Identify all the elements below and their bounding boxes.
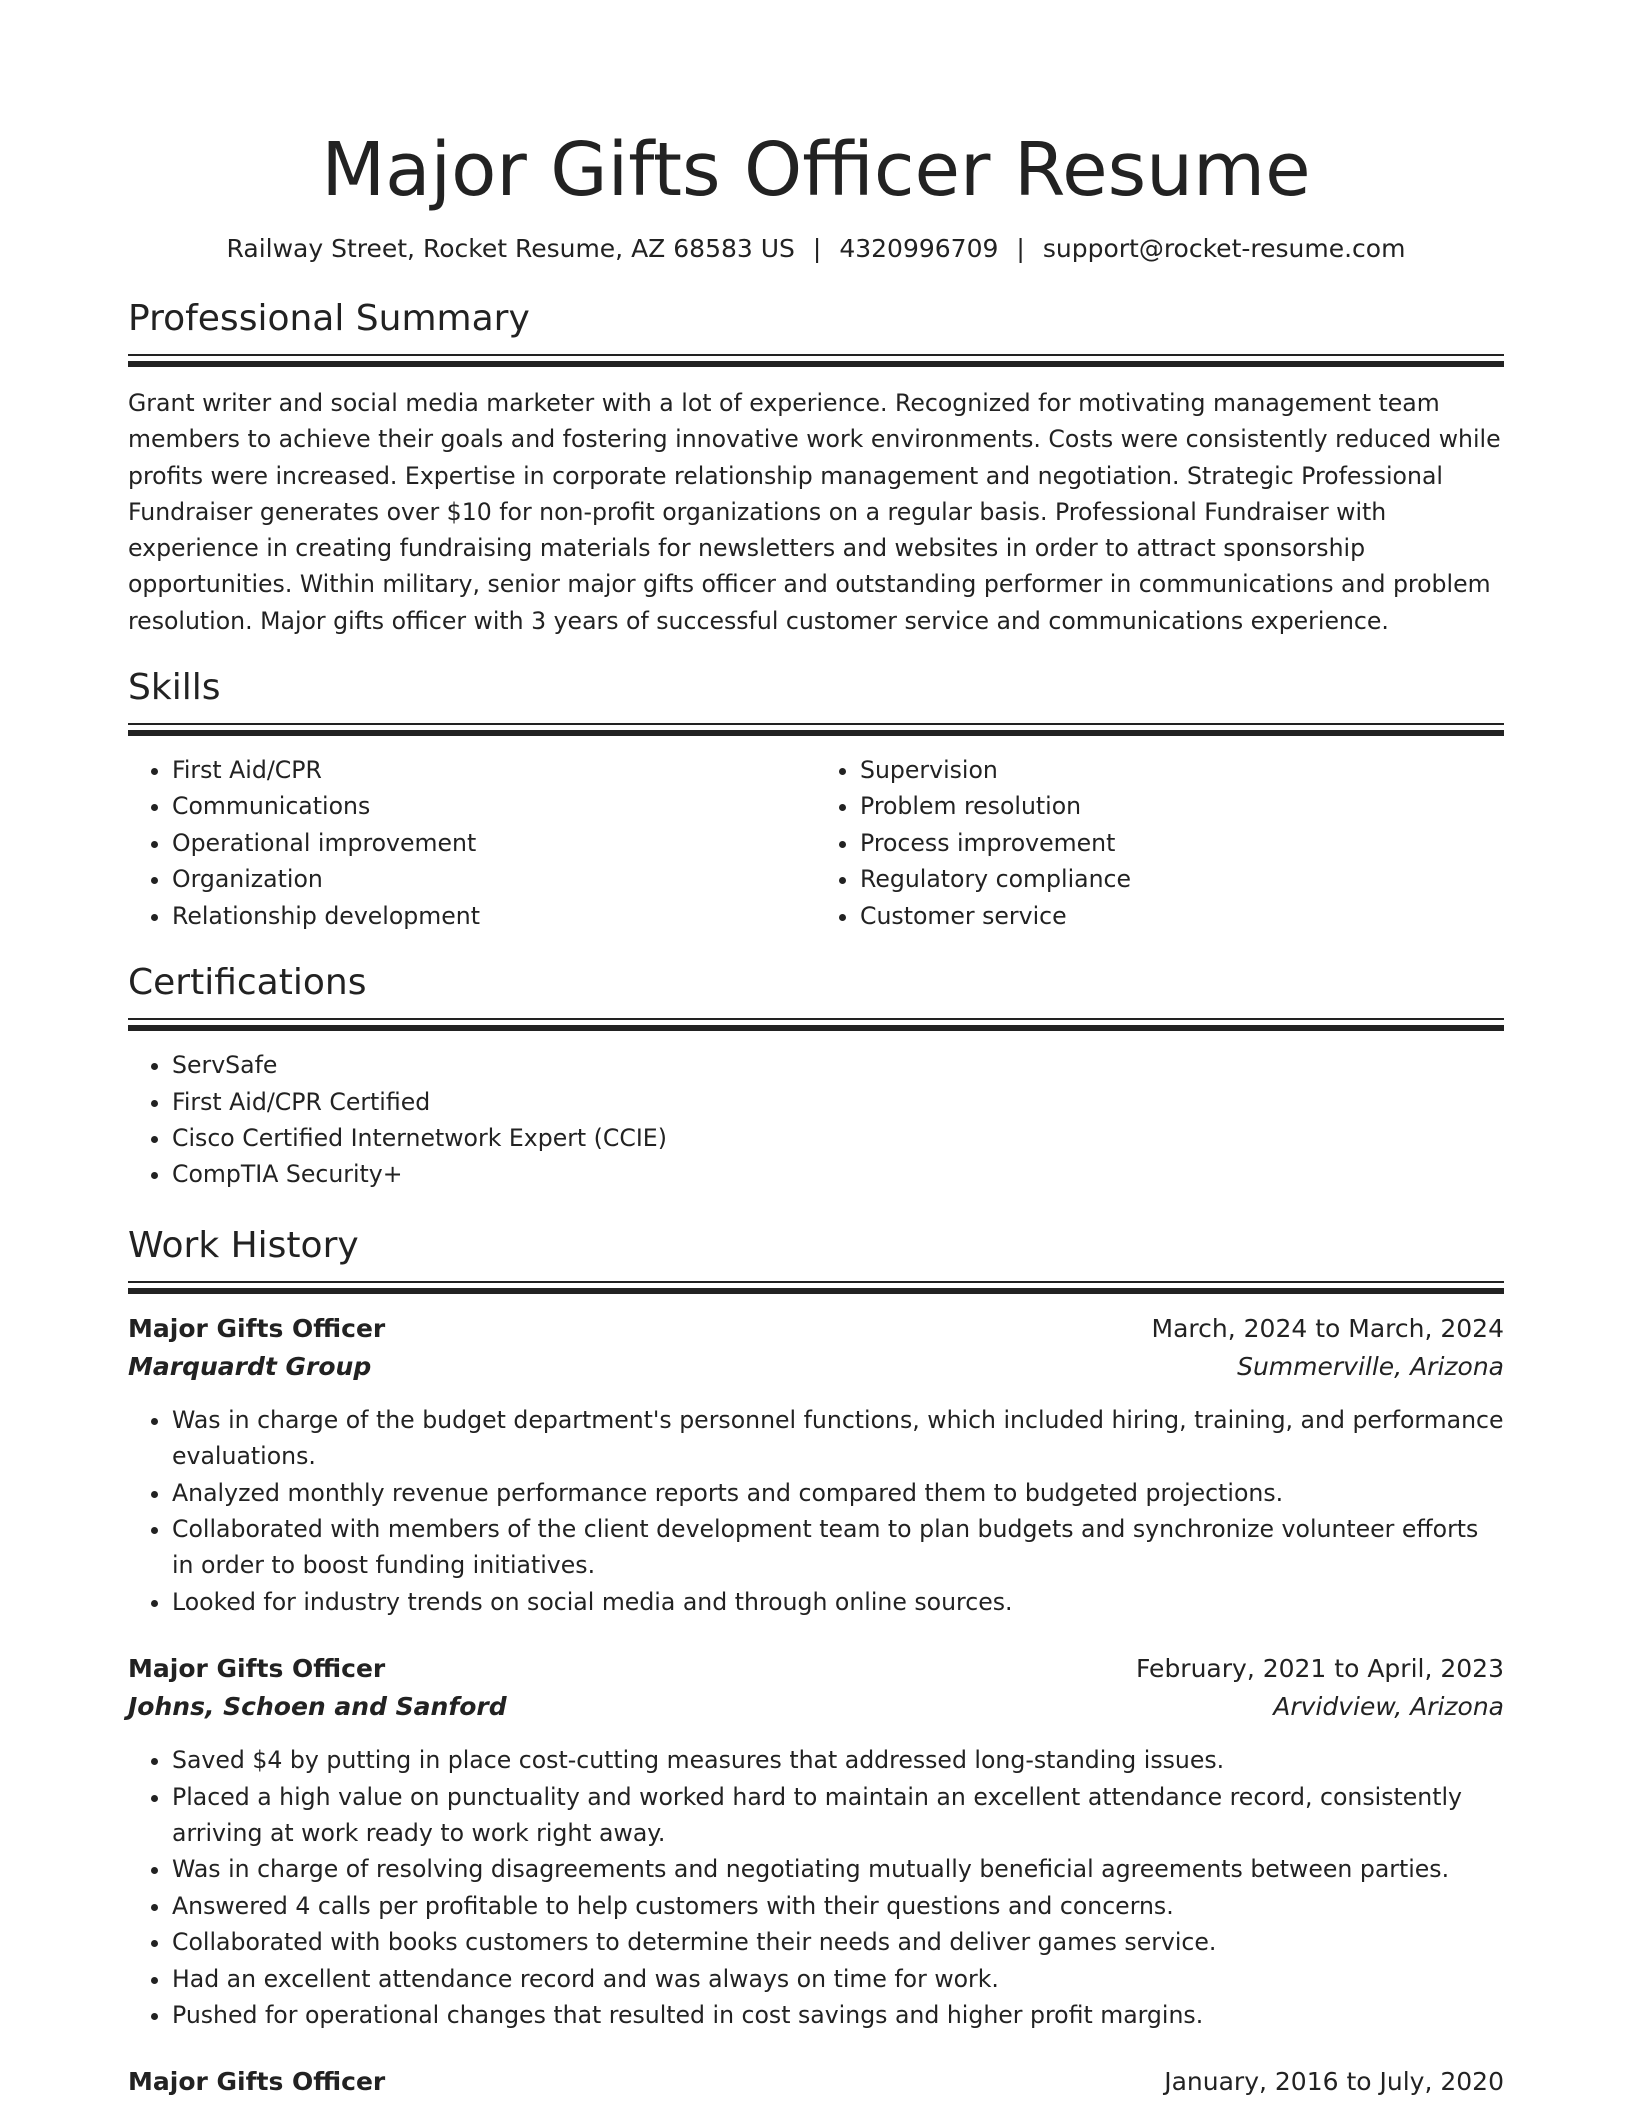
skill-item: • Customer service — [860, 898, 1504, 934]
certifications-section — [128, 960, 1504, 1193]
skill-item: • Communications — [172, 788, 816, 824]
certification-item: • Cisco Certified Internetwork Expert (CCIE) — [172, 1120, 1504, 1156]
section-divider — [128, 1025, 1504, 1031]
certification-item: • CompTIA Security+ — [172, 1156, 1504, 1192]
job-duty: • Answered 4 calls per profitable to help customers with their questions and concerns. — [172, 1888, 1504, 1924]
job-duty: • Was in charge of the budget department's personnel functions, which included hiring, training, and performance evaluations. — [172, 1402, 1504, 1475]
skill-item: • First Aid/CPR — [172, 752, 816, 788]
section-heading-skills: Skills — [128, 667, 221, 709]
skill-item: • Problem resolution — [860, 788, 1504, 824]
section-divider — [128, 723, 1504, 725]
job-subheader — [128, 1348, 1504, 1386]
skill-item: • Process improvement — [860, 825, 1504, 861]
job-subheader — [128, 1688, 1504, 1726]
job-title: Major Gifts Officer — [128, 1654, 386, 1684]
job-title: Major Gifts Officer — [128, 2067, 386, 2097]
work-history-section — [128, 1223, 1504, 2102]
job-duty: • Collaborated with books customers to determine their needs and deliver games service. — [172, 1924, 1504, 1960]
job-header — [128, 2063, 1504, 2101]
certifications-list — [128, 1047, 1504, 1193]
job-title: Major Gifts Officer — [128, 1313, 386, 1343]
contact-email: support@rocket-resume.com — [1042, 234, 1406, 263]
job-entry — [128, 1310, 1504, 1620]
resume-page — [128, 0, 1504, 2101]
page-title: Major Gifts Officer Resume — [321, 127, 1311, 213]
job-duty: • Analyzed monthly revenue performance reports and compared them to budgeted projections. — [172, 1475, 1504, 1511]
job-company: Johns, Schoen and Sanford — [128, 1692, 507, 1722]
section-divider — [128, 1281, 1504, 1283]
summary-section — [128, 296, 1504, 639]
section-heading-summary: Professional Summary — [128, 298, 530, 339]
section-divider — [128, 354, 1504, 356]
job-header — [128, 1310, 1504, 1348]
job-dates: February, 2021 to April, 2023 — [1136, 1654, 1504, 1684]
contact-separator: | — [1016, 234, 1025, 263]
skill-item: • Operational improvement — [172, 825, 816, 861]
job-duty: • Collaborated with members of the client development team to plan budgets and synchronize volunteer efforts in order to boost funding initiatives. — [172, 1511, 1504, 1584]
job-duty: • Had an excellent attendance record and was always on time for work. — [172, 1961, 1504, 1997]
section-heading-certifications: Certifications — [128, 962, 367, 1004]
job-company: Marquardt Group — [128, 1351, 372, 1381]
skills-columns — [128, 752, 1504, 934]
contact-separator: | — [812, 234, 822, 263]
section-divider — [128, 1018, 1504, 1020]
job-location: Arvidview, Arizona — [1273, 1692, 1504, 1722]
job-duty: • Was in charge of resolving disagreements and negotiating mutually beneficial agreements between parties. — [172, 1851, 1504, 1887]
job-header — [128, 1650, 1504, 1688]
contact-address: Railway Street, Rocket Resume, AZ 68583 US — [226, 234, 795, 263]
section-heading-work-history: Work History — [128, 1224, 359, 1266]
job-duty: • Placed a high value on punctuality and worked hard to maintain an excellent attendance record, consistently arriving at work ready to work right away. — [172, 1779, 1504, 1852]
skills-list-left — [128, 752, 816, 934]
job-duties — [128, 1742, 1504, 2033]
job-dates: March, 2024 to March, 2024 — [1151, 1313, 1504, 1343]
certification-item: • ServSafe — [172, 1047, 1504, 1083]
job-duty: • Saved $4 by putting in place cost-cutting measures that addressed long-standing issues. — [172, 1742, 1504, 1778]
skills-list-right — [816, 752, 1504, 934]
job-duty: • Looked for industry trends on social media and through online sources. — [172, 1584, 1504, 1620]
skills-section — [128, 665, 1504, 934]
skill-item: • Organization — [172, 861, 816, 897]
job-location: Summerville, Arizona — [1237, 1351, 1504, 1381]
section-divider — [128, 730, 1504, 736]
certification-item: • First Aid/CPR Certified — [172, 1084, 1504, 1120]
summary-text: Grant writer and social media marketer with a lot of experience. Recognized for motivating management team members to achieve their goals and fostering innovative work environments. Costs were consistently reduced while profits were increased. Expertise in corporate relationship management and negotiation. Strategic Professional Fundraiser generates over $10 for non-profit organizations on a regular basis. Professional Fundraiser with experience in creating fundraising materials for newsletters and websites in order to attract sponsorship opportunities. Within military, senior major gifts officer and outstanding performer in communications and problem resolution. Major gifts officer with 3 years of successful customer service and communications experience. — [128, 389, 1501, 635]
section-divider — [128, 361, 1504, 367]
job-entry — [128, 2063, 1504, 2101]
job-dates: January, 2016 to July, 2020 — [1164, 2067, 1504, 2097]
skill-item: • Relationship development — [172, 898, 816, 934]
skill-item: • Regulatory compliance — [860, 861, 1504, 897]
contact-phone: 4320996709 — [839, 234, 999, 263]
skill-item: • Supervision — [860, 752, 1504, 788]
section-divider — [128, 1288, 1504, 1294]
contact-line — [128, 232, 1504, 266]
job-duties — [128, 1402, 1504, 1620]
job-entry — [128, 1650, 1504, 2033]
job-duty: • Pushed for operational changes that resulted in cost savings and higher profit margins. — [172, 1997, 1504, 2033]
